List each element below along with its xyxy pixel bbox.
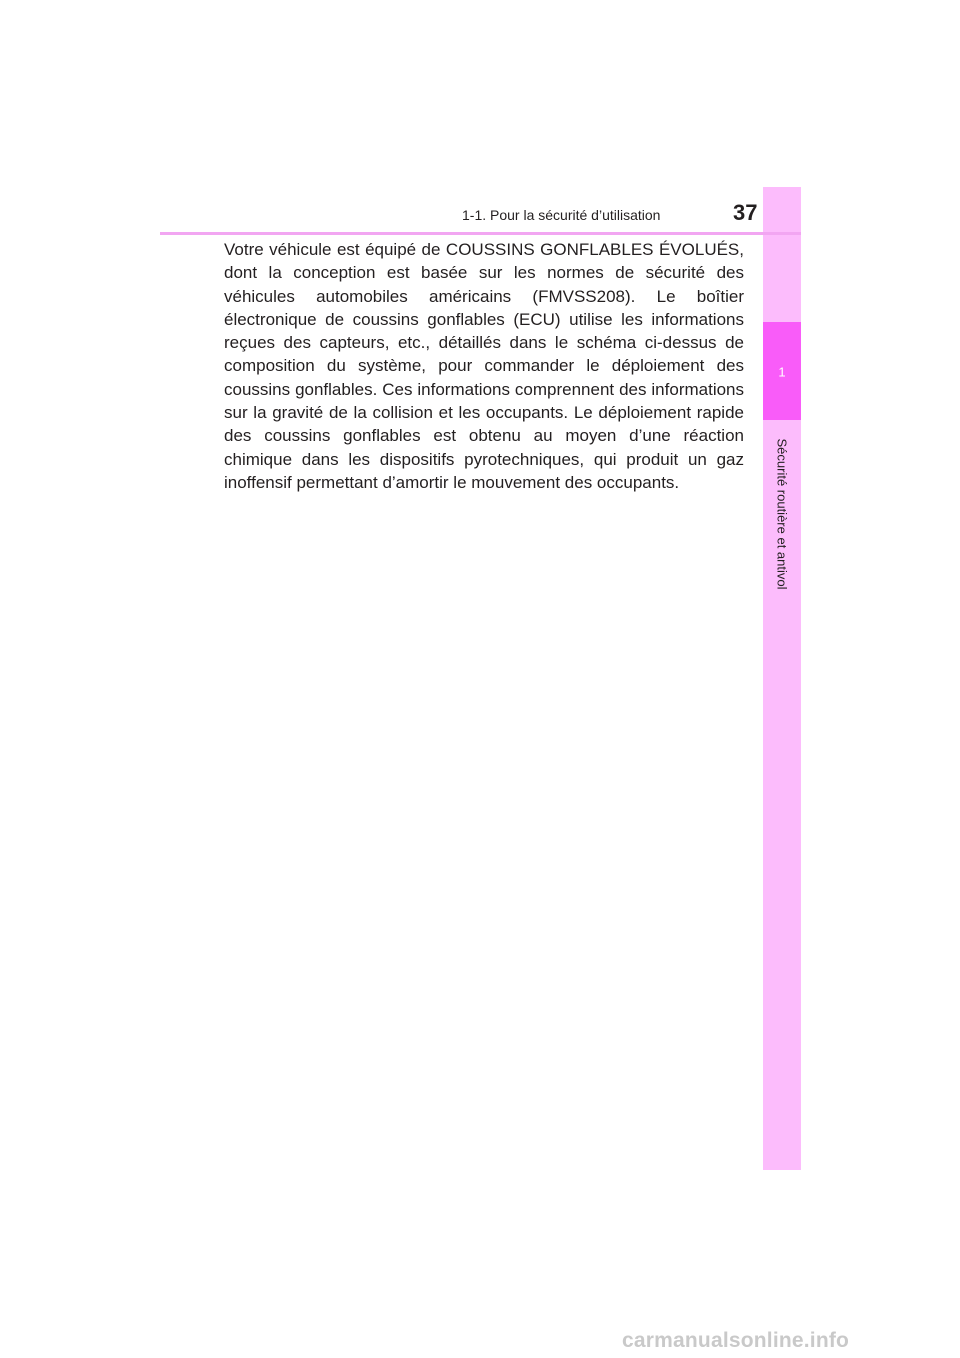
chapter-number: 1 — [778, 364, 786, 380]
header-divider — [160, 232, 801, 235]
section-title: 1-1. Pour la sécurité d’utilisation — [462, 207, 661, 223]
page-number: 37 — [733, 200, 758, 225]
body-paragraph: Votre véhicule est équipé de COUSSINS GONFLABLES ÉVOLUÉS, dont la conception est basée sur les normes de sécurité des véhicules automobiles américains (FMVSS208). Le boîtier électronique de coussins gonflables (ECU) utilise les informations reçues des capteurs, etc., détaillés dans le schéma ci-dessus de composition du système, pour commander le déploiement des coussins gonflables. Ces informations comprennent des informations sur la gravité de la collision et les occupants. Le déploiement rapide des coussins gonflables est obtenu au moyen d’une réaction chimique dans les dispositifs pyrotechniques, qui produit un gaz inoffensif permettant d’amortir le mouvement des occupants. — [224, 240, 744, 492]
watermark-text: carmanualsonline.info — [622, 1329, 850, 1352]
chapter-label: Sécurité routière et antivol — [774, 438, 790, 590]
